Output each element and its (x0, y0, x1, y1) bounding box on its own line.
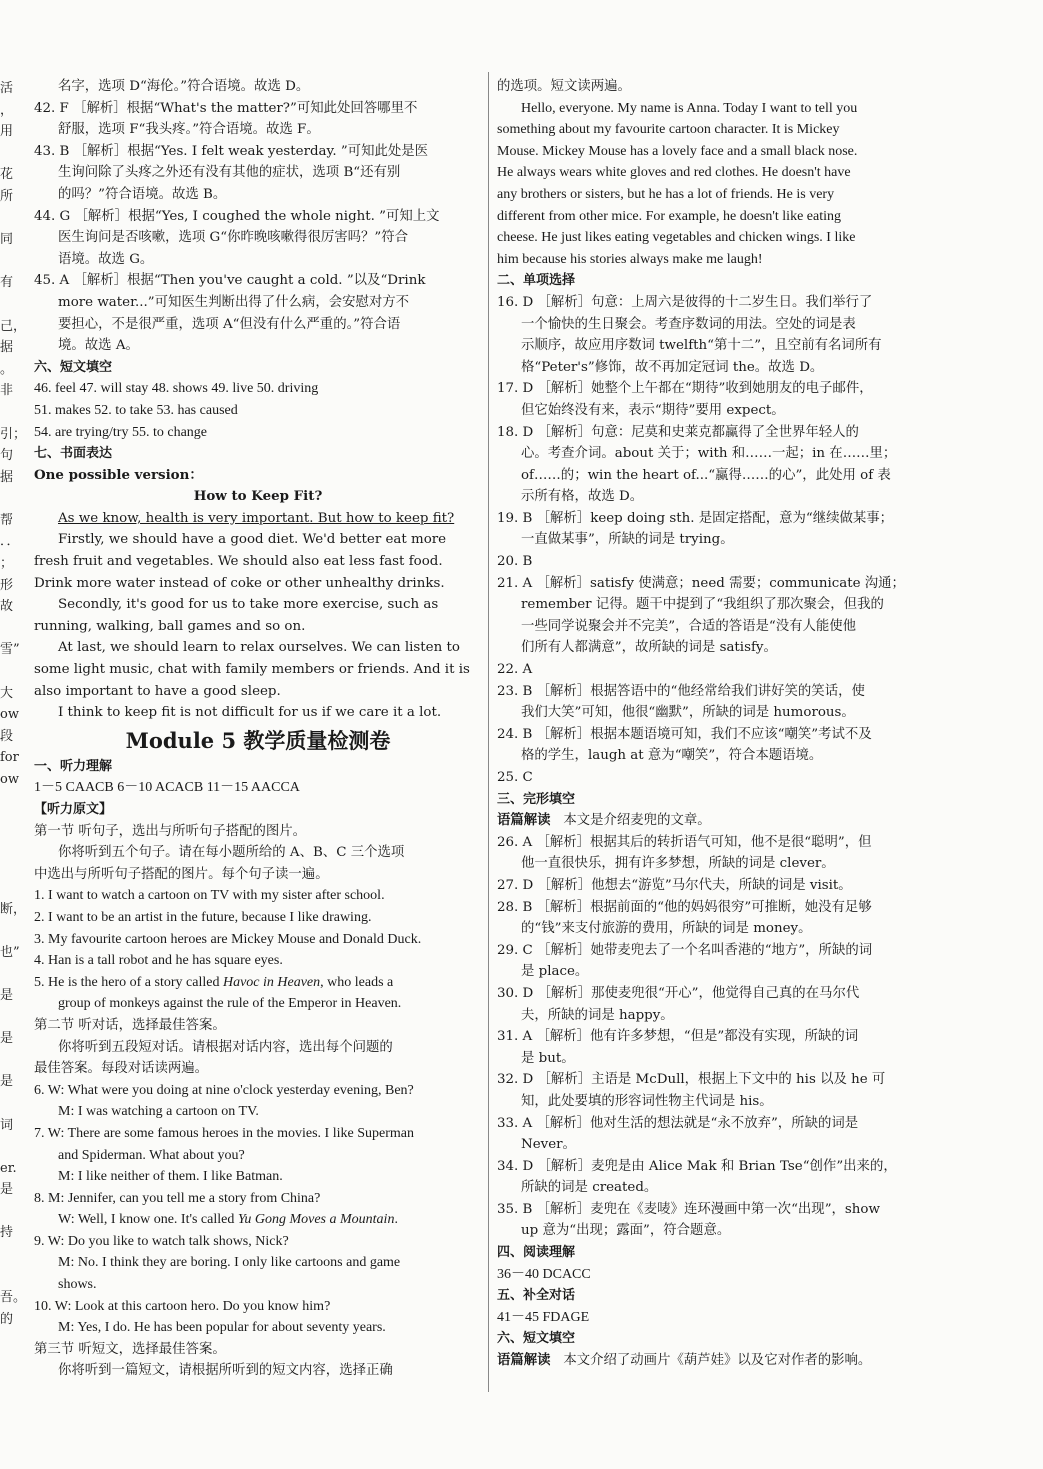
margin-fragment: 引； (0, 426, 27, 442)
story-title: Havoc in Heaven (222, 974, 321, 990)
explanation-line: 29. C ［解析］她带麦兜去了一个名叫香港的“地方”，所缺的词 (497, 942, 873, 958)
essay-title: How to Keep Fit? (193, 488, 323, 505)
margin-fragment: 是 (0, 1031, 14, 1047)
margin-fragment: ， (0, 102, 14, 118)
single-choice-explanations (497, 292, 942, 789)
passage-line: different from other mice. For example, he doesn't like eating (497, 208, 841, 224)
listening-script-heading: 【听力原文】 (34, 802, 113, 817)
essay-line: fresh fruit and vegetables. We should also eat less fast food. (34, 554, 443, 570)
text-segment: , who leads a (320, 974, 394, 990)
explanation-line: 我们大笑”可知，他很“幽默”，所缺的词是 humorous。 (521, 705, 855, 721)
passage-line: any brothers or sisters, but he has a lot of friends. He is very (497, 186, 835, 202)
explanation-line: 17. D ［解析］她整个上午都在“期待”收到她朋友的电子邮件， (497, 381, 873, 397)
explanation-line: 22. A (497, 662, 533, 678)
left-column (34, 76, 482, 1382)
text-line: 的吗？”符合语境。故选 B。 (58, 186, 227, 202)
margin-fragment (0, 618, 18, 640)
text-line: 语境。故选 G。 (58, 251, 154, 267)
explanation-line: 示顺序，故应用序数词 twelfth“第十二”，且空前有名词所有 (521, 338, 882, 354)
text-line: more water...”可知医生判断出得了什么病，会安慰对方不 (58, 294, 410, 310)
dialog-line: 9. W: Do you like to watch talk shows, Nick? (34, 1233, 289, 1249)
margin-fragment: 是 (0, 987, 14, 1003)
passage-line: him because his stories always make me laugh! (497, 251, 763, 267)
margin-fragment: 雪” (0, 642, 20, 658)
part-heading: 第三节 听短文，选择最佳答案。 (34, 1341, 226, 1357)
margin-fragment (0, 855, 18, 877)
answer-line: 36－40 DCACC (497, 1266, 591, 1282)
margin-fragment: 形 (0, 577, 14, 593)
section-heading: 六、短文填空 (497, 1331, 576, 1347)
explanation-line: 25. C (497, 770, 533, 785)
margin-fragment: 花 (0, 167, 14, 183)
explanation-line: 31. A ［解析］他有许多梦想，“但是”都没有实现，所缺的词 (497, 1029, 859, 1045)
margin-fragment (0, 488, 18, 510)
essay-line: running, walking, ball games and so on. (34, 618, 306, 634)
margin-fragment: 的 (0, 1311, 14, 1327)
dialog-line: 8. M: Jennifer, can you tell me a story from China? (34, 1190, 321, 1206)
margin-fragment (0, 1093, 18, 1115)
column-divider (488, 72, 489, 1392)
explanation-line: 20. B (497, 554, 533, 570)
explanation-line: 23. B ［解析］根据答语中的“他经常给我们讲好笑的笑话，使 (497, 683, 865, 699)
possible-version-label: One possible version： (34, 466, 203, 483)
essay-line: Firstly, we should have a good diet. We'd better eat more (58, 532, 447, 548)
passage-line: something about my favourite cartoon character. It is Mickey (497, 122, 840, 138)
explanation-line: 所缺的词是 created。 (521, 1180, 658, 1196)
text-line: 的选项。短文读两遍。 (497, 79, 631, 94)
passage-line: He always wears white gloves and red clothes. He doesn't have (497, 165, 851, 181)
answer-line: 46. feel 47. will stay 48. shows 49. live 50. driving (34, 381, 319, 397)
explanation-line: 示所有格，故选 D。 (521, 489, 644, 505)
text-line: 名字，选项 D“海伦。”符合语境。故选 D。 (58, 79, 310, 94)
text-line: 舒服，选项 F“我头疼。”符合语境。故选 F。 (58, 122, 320, 138)
margin-fragment (0, 963, 18, 985)
margin-fragment (0, 1136, 18, 1158)
part-heading: 第一节 听句子，选出与所听句子搭配的图片。 (34, 823, 307, 839)
dialog-line: M: I was watching a cartoon on TV. (58, 1104, 259, 1120)
explanation-line: 夫，所缺的词是 happy。 (521, 1007, 674, 1023)
margin-fragment (0, 294, 18, 316)
dialog-line: 10. W: Look at this cartoon hero. Do you know him? (34, 1298, 331, 1314)
section-heading: 七、书面表达 (34, 446, 113, 462)
margin-fragment: 大 (0, 685, 14, 701)
essay-line: At last, we should learn to relax ourselves. We can listen to (58, 640, 460, 656)
margin-fragment (0, 661, 18, 683)
section-heading: 四、阅读理解 (497, 1245, 576, 1261)
margin-fragment: 词 (0, 1117, 14, 1133)
explanation-line: up 意为“出现；露面”，符合题意。 (521, 1223, 731, 1239)
margin-fragment: er. (0, 1160, 17, 1176)
margin-fragment: 据 (0, 469, 14, 485)
explanation-line: 一个愉快的生日聚会。考查序数词的用法。空处的词是表 (521, 316, 856, 332)
essay-line (34, 508, 482, 530)
essay-line: Drink more water instead of coke or other unhealthy drinks. (34, 575, 445, 591)
summary-text: 本文是介绍麦兜的文章。 (563, 813, 711, 829)
script-sentence: 2. I want to be an artist in the future, because I like drawing. (34, 909, 372, 925)
margin-fragment: 活 (0, 81, 14, 96)
margin-fragment: ow (0, 772, 19, 787)
script-sentence: group of monkeys against the rule of the Emperor in Heaven. (58, 996, 402, 1012)
story-title: Yu Gong Moves a Mountain (237, 1212, 395, 1228)
explanation-line: 19. B ［解析］keep doing sth. 是固定搭配，意为“继续做某事； (497, 510, 894, 526)
explanation-line: 16. D ［解析］句意：上周六是彼得的十二岁生日。我们举行了 (497, 294, 873, 310)
summary-label: 语篇解读 (497, 1352, 551, 1369)
explanation-line: 格“Peter's”修饰，故不再加定冠词 the。故选 D。 (521, 359, 824, 375)
margin-fragment (0, 877, 18, 899)
dialog-line (34, 1209, 482, 1231)
part-heading: 第二节 听对话，选择最佳答案。 (34, 1017, 226, 1033)
margin-fragment: 同 (0, 232, 14, 248)
explanation-line: 是 but。 (521, 1050, 575, 1066)
passage-summary (497, 810, 942, 832)
explanation-line: 28. B ［解析］根据前面的“他的妈妈很穷”可推断，她没有足够 (497, 899, 872, 915)
margin-fragment: 帮 (0, 512, 14, 528)
margin-fragment: 己， (0, 318, 27, 334)
cloze-explanations (497, 832, 942, 1242)
explanation-line: 心。考查介词。about 关于；with 和……一起；in 在……里； (521, 446, 897, 462)
dialog-line: M: I like neither of them. I like Batman. (58, 1169, 283, 1185)
explanation-line: 34. D ［解析］麦兜是由 Alice Mak 和 Brian Tse“创作”出来的， (497, 1158, 897, 1174)
margin-fragment: 吾。 (0, 1290, 27, 1306)
margin-fragment: for (0, 750, 19, 766)
margin-fragment (0, 812, 18, 834)
summary-label: 语篇解读 (497, 812, 551, 829)
explanation-line: remember 记得。题干中提到了“我组织了那次聚会，但我的 (521, 597, 884, 613)
essay-line: I think to keep fit is not difficult for us if we care it a lot. (58, 705, 442, 721)
margin-fragment (0, 791, 18, 813)
margin-fragment (0, 208, 18, 230)
explanation-line: 一些同学说聚会并不完美”，合适的答语是“没有人能使他 (521, 618, 857, 634)
section-heading: 六、短文填空 (34, 359, 113, 375)
passage-summary (497, 1350, 942, 1372)
passage-line: cheese. He just likes eating vegetables and chicken wings. I like (497, 230, 856, 246)
script-sentence: 1. I want to watch a cartoon on TV with my sister after school. (34, 888, 385, 904)
dialog-line: 6. W: What were you doing at nine o'clock yesterday evening, Ben? (34, 1082, 414, 1098)
text-segment: W: Well, I know one. It's called (58, 1212, 238, 1228)
explanation-line: 35. B ［解析］麦兜在《麦唛》连环漫画中第一次“出现”，show (497, 1201, 880, 1217)
margin-fragment (0, 1266, 18, 1288)
margin-fragment: 是 (0, 1182, 14, 1198)
summary-text: 本文介绍了动画片《葫芦娃》以及它对作者的影响。 (563, 1353, 872, 1369)
explanation-line: 21. A ［解析］satisfy 使满意；need 需要；communicate 沟通； (497, 575, 905, 591)
margin-fragment: 据 (0, 340, 14, 356)
text-line: 境。故选 A。 (58, 338, 139, 354)
section-heading: 三、完形填空 (497, 791, 576, 807)
section-heading: 五、补全对话 (497, 1288, 576, 1304)
margin-fragment (0, 920, 18, 942)
text-line: 你将听到五段短对话。请根据对话内容，选出每个问题的 (58, 1039, 393, 1055)
margin-fragment: ； (0, 556, 14, 572)
text-line: 42. F ［解析］根据“What's the matter?”可知此处回答哪里不 (34, 100, 418, 116)
answer-line: 51. makes 52. to take 53. has caused (34, 402, 238, 418)
right-column (497, 76, 942, 1372)
text-line: 要担心，不是很严重，选项 A“但没有什么严重的。”符合语 (58, 316, 401, 332)
margin-fragment (0, 402, 18, 424)
explanation-line: 知，此处要填的形容词性物主代词是 his。 (521, 1093, 773, 1109)
script-sentence: 3. My favourite cartoon heroes are Mickey Mouse and Donald Duck. (34, 931, 422, 947)
essay-line: Secondly, it's good for us to take more exercise, such as (58, 597, 439, 613)
dialog-line: M: Yes, I do. He has been popular for about seventy years. (58, 1320, 386, 1336)
explanation-line: 一直做某事”，所缺的词是 trying。 (521, 532, 734, 548)
previous-column-fragments (0, 78, 27, 1330)
text-line: 最佳答案。每段对话读两遍。 (34, 1061, 209, 1077)
answer-explanations-41-45 (34, 76, 482, 357)
dialog-line: M: No. I think they are boring. I only like cartoons and game (58, 1255, 401, 1271)
explanation-line: 26. A ［解析］根据其后的转折语气可知，他不是很“聪明”，但 (497, 834, 872, 850)
margin-fragment: ow (0, 707, 19, 723)
explanation-line: 27. D ［解析］他想去“游览”马尔代夫，所缺的词是 visit。 (497, 877, 852, 893)
explanation-line: 格的学生，laugh at 意为“嘲笑”，符合本题语境。 (521, 748, 823, 764)
essay-line: some light music, chat with family members or friends. And it is (34, 662, 470, 678)
margin-fragment: 句 (0, 448, 14, 464)
answer-line: 1－5 CAACB 6－10 ACACB 11－15 AACCA (34, 780, 300, 796)
margin-fragment (0, 143, 18, 165)
margin-fragment (0, 1007, 18, 1029)
margin-fragment: 用 (0, 124, 14, 140)
explanation-line: 但它始终没有来，表示“期待”要用 expect。 (521, 402, 785, 418)
margin-fragment: 非 (0, 383, 14, 399)
text-line: 中选出与所听句子搭配的图片。每个句子读一遍。 (34, 866, 329, 882)
text-line: 你将听到五个句子。请在每小题所给的 A、B、C 三个选项 (58, 845, 405, 861)
margin-fragment: 故 (0, 599, 14, 615)
margin-fragment: 也” (0, 944, 20, 960)
margin-fragment: 段 (0, 728, 14, 744)
script-sentence: 4. Han is a tall robot and he has square eyes. (34, 953, 283, 969)
explanation-line: 的“钱”来支付旅游的费用，所缺的词是 money。 (521, 921, 812, 937)
essay-line: also important to have a good sleep. (34, 683, 281, 699)
margin-fragment: 是 (0, 1074, 14, 1090)
margin-fragment (0, 1244, 18, 1266)
margin-fragment: 所 (0, 188, 14, 204)
text-line: 43. B ［解析］根据“Yes. I felt weak yesterday. ”可知此处是医 (34, 143, 429, 159)
margin-fragment (0, 834, 18, 856)
text-line: 生询问除了头疼之外还有没有其他的症状，选项 B“还有别 (58, 165, 401, 181)
text-line: 医生询问是否咳嗽，选项 G“你昨晚咳嗽得很厉害吗？”符合 (58, 230, 409, 246)
section-heading: 二、单项选择 (497, 273, 576, 289)
explanation-line: 32. D ［解析］主语是 McDull，根据上下文中的 his 以及 he 可 (497, 1072, 886, 1088)
explanation-line: 30. D ［解析］那使麦兜很“开心”，他觉得自己真的在马尔代 (497, 985, 860, 1001)
explanation-line: 18. D ［解析］句意：尼莫和史莱克都赢得了全世界年轻人的 (497, 424, 859, 440)
script-sentence (34, 972, 482, 994)
passage-line: Mouse. Mickey Mouse has a lovely face and a small black nose. (497, 143, 858, 159)
answer-line: 54. are trying/try 55. to change (34, 424, 208, 440)
text-segment: . (394, 1212, 398, 1228)
margin-fragment (0, 251, 18, 273)
margin-fragment: 有 (0, 275, 14, 291)
dialog-line: 7. W: There are some famous heroes in the movies. I like Superman (34, 1125, 414, 1141)
essay-opening-sentence: As we know, health is very important. But how to keep fit? (58, 510, 455, 526)
module-title: Module 5 教学质量检测卷 (125, 727, 391, 753)
dialog-line: and Spiderman. What about you? (58, 1147, 245, 1163)
margin-fragment: 。 (0, 361, 14, 377)
explanation-line: 是 place。 (521, 964, 589, 980)
margin-fragment (0, 1050, 18, 1072)
text-line: 你将听到一篇短文，请根据所听到的短文内容，选择正确 (58, 1363, 393, 1379)
explanation-line: 们所有人都满意”，故所缺的词是 satisfy。 (521, 640, 777, 656)
explanation-line: of……的；win the heart of...“赢得……的心”，此处用 of 表 (521, 467, 891, 483)
margin-fragment (0, 1201, 18, 1223)
section-heading: 一、听力理解 (34, 758, 113, 774)
explanation-line: 他一直很快乐，拥有许多梦想，所缺的词是 clever。 (521, 856, 835, 872)
margin-fragment: 断， (0, 901, 27, 917)
explanation-line: 24. B ［解析］根据本题语境可知，我们不应该“嘲笑”考试不及 (497, 726, 872, 742)
dialog-line: shows. (58, 1277, 97, 1293)
text-segment: 5. He is the hero of a story called (34, 974, 223, 990)
margin-fragment: 持 (0, 1225, 14, 1241)
explanation-line: Never。 (521, 1137, 576, 1153)
text-line: 44. G ［解析］根据“Yes, I coughed the whole night. ”可知上文 (34, 208, 440, 224)
answer-line: 41－45 FDAGE (497, 1309, 590, 1325)
explanation-line: 33. A ［解析］他对生活的想法就是“永不放弃”，所缺的词是 (497, 1115, 859, 1131)
passage-line: Hello, everyone. My name is Anna. Today I want to tell you (521, 100, 858, 116)
margin-fragment: ．． (0, 534, 20, 550)
text-line: 45. A ［解析］根据“Then you've caught a cold. ”以及“Drink (34, 273, 426, 289)
